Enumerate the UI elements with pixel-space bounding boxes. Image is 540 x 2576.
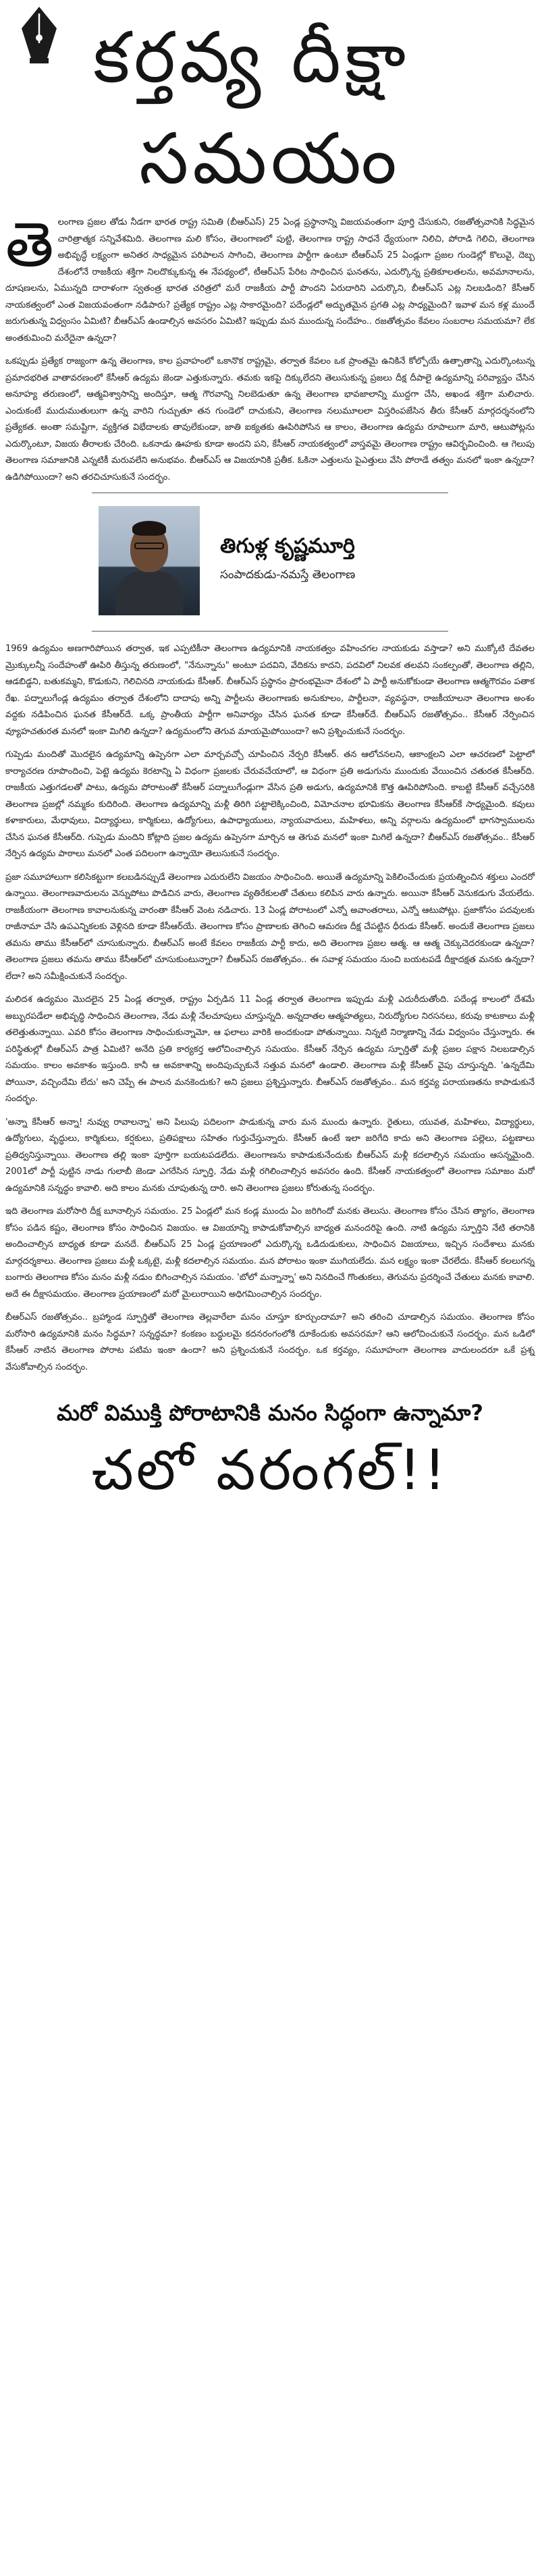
closing-question: మరో విముక్తి పోరాటానికి మనం సిద్ధంగా ఉన్నామా? xyxy=(57,1400,483,1426)
headline-line-2: సమయం xyxy=(139,117,401,200)
author-name: తిగుళ్ల కృష్ణమూర్తి xyxy=(220,534,355,558)
lead-paragraph xyxy=(5,208,535,347)
paragraph: 1969 ఉద్యమం అణగారిపోయిన తర్వాత, ఇక ఎప్పటికీనా తెలంగాణ ఉద్యమానికి నాయకత్వం వహించగల నాయకుడు వస్తాడా? అని ముక్కోటి దేవతల మ్రొక్కులన్నీ సందేహంతో ఊపిరి తీస్తున్న తరుణంలో, "నేనున్నాను" అంటూ పదవిని, వేదికను కాదని, పదవిలో నిలవక తలవని సంకల్పంతో, తెలంగాణ తల్లిని, ఆడబిడ్డని, బతుకమ్మని, కొడుకుని, గెలిచినది నాయకుడు కేసీఆర్. బీఆర్‌ఎస్ ప్రస్థానం ప్రారంభమైనా దేశంలో ఏ పార్టీ అనుకోకుండా తెలంగాణ ఆత్మగౌరవం పతాక రేఖ. పద్నాలుగేండ్ల ఉద్యమం తర్వాత దేశంలోని దాదాపు అన్ని పార్టీలను తెలంగాణకు అనుకూలం, పార్టీలనా, వ్యవస్థనా, రాజకీయాలనా తెలంగాణ అంశం వద్దకు నడిపించిన ఘనత కేసీఆర్‌దే. ఒక్క ప్రాంతీయ పార్టీగా అనివార్యం చేసిన ఘనత కూడా కేసీఆర్‌దే. బీఆర్‌ఎస్ రజతోత్సవం.. కేసీఆర్ నేర్పించిన వ్యూహచతురత మనలో ఇంకా మిగిలి ఉన్నదా? ఉద్యమంలోని తెగువ మాయమైపోయిందా? అని ప్రశ్నించుకునే సందర్భం. xyxy=(5,644,535,737)
pen-nib-icon xyxy=(18,4,61,63)
drop-cap: తె xyxy=(5,208,54,281)
article-header xyxy=(5,0,535,215)
closing-call: చలో వరంగల్!! xyxy=(91,1438,449,1503)
paragraph: గుప్పెడు మందితో మొదలైన ఉద్యమాన్ని ఉప్పెనగా ఎలా మార్చవచ్చో చూపించిన నేర్పరి కేసీఆర్. తన ఆలోచనలని, ఆకాంక్షలని ఎలా ఆచరణలో పెట్టాలో కార్యాచరణ రూపొందించి, పెట్టె ఉద్యమ కెరటాన్ని ఏ విధంగా ప్రజలకు చేరువచేయాలో, ఆ విధంగా ప్రతి అడుగును ముందుకు వేయించిన చతురత కేసీఆర్‌ది. రాజకీయ ఎత్తుగడలతో పాటు, ఉద్యమ పోరాటంతో కేసీఆర్ పద్నాలుగేండ్లుగా వేసిన ప్రతి అడుగు, ఉద్యమానికి కొత్త ఊపిరిపోసింది. కాబట్టి కేసీఆర్ వచ్చేసరికి తెలంగాణ ప్రజల్లో నమ్మకం కుదిరింది. తెలంగాణ ఉద్యమాన్ని మళ్లీ తిరిగి పట్టాలెక్కించింది, విమోచనాల భూమికను తెలంగాణ కేసీఆర్‌కే సాధ్యమైంది. కవులు కళాకారులు, మేధావులు, విద్యార్థులు, కార్మికులు, ఉద్యోగులు, ఉపాధ్యాయులు, న్యాయవాదులు, మహిళలు, అన్ని వర్గాలను ఉద్యమంలో భాగస్వాములను చేసిన ఘనత కేసీఆర్‌ది. గుప్పెడు మందిని కోట్లాది ప్రజల ఉద్యమ ఉప్పెనగా మార్చిన ఆ తెగువ మనలో ఇంకా మిగిలే ఉన్నదా? బీఆర్‌ఎస్ రజతోత్సవం.. కేసీఆర్ నేర్పిన ఉద్యమ పాఠాలు మనలో ఎంత పదిలంగా ఉన్నాయో తెలుసుకునే సందర్భం. xyxy=(5,750,535,859)
article-body xyxy=(5,208,535,1376)
headline-line-1: కర్తవ్య దీక్షా xyxy=(93,16,410,99)
divider xyxy=(92,631,448,632)
paragraph: ఇది తెలంగాణ మరోసారి దీక్ష బూనాల్సిన సమయం. 25 ఏండ్లలో మన కండ్ల ముందు ఏం జరిగిందో మనకు తెలుసు. తెలంగాణ కోసం చేసిన త్యాగం, తెలంగాణ కోసం పడిన కష్టం, తెలంగాణ కోసం సాధించిన విజయం. ఆ విజయాన్ని కాపాడుకోవాల్సిన బాధ్యత మనందరిపై ఉంది. నాటి ఉద్యమ స్ఫూర్తిని నేటి తరానికి అందించాల్సిన బాధ్యత కూడా మనదే. బీఆర్‌ఎస్ 25 ఏండ్ల ప్రయాణంలో ఎదుర్కొన్న ఒడిదుడుకులు, సాధించిన విజయాలు, ఇచ్చిన సందేశాలు మనకు మార్గదర్శకాలు. తెలంగాణ ప్రజలు మళ్లీ ఒక్కటై, మళ్లీ కదలాల్సిన సమయం. మన పోరాటం ఇంకా ముగియలేదు. మన లక్ష్యం ఇంకా చేరలేదు. కేసీఆర్ కలలుగన్న బంగారు తెలంగాణ కోసం మనం మళ్లీ నడుం బిగించాల్సిన సమయం. 'బోలో మన్నాన్నా' అని నినదించే గొంతుకలు, తెగువను ప్రదర్శించే చేతులు మనకు కావాలి. అదే ఈ దీక్షాసమయం. తెలంగాణ ప్రయాణంలో మరో మైలురాయిని అధిగమించాల్సిన సందర్భం. xyxy=(5,1206,535,1299)
paragraph: 'అన్నా కేసీఆర్ అన్నా! నువ్వు రావాలన్నా' అని పిలుపు పదిలంగా పాడుకున్న వారు మన ముందు ఉన్నారు. రైతులు, యువత, మహిళలు, విద్యార్థులు, ఉద్యోగులు, వృద్ధులు, కార్మికులు, కర్షకులు, ప్రతిపక్షాలు సహితం గుర్తుచేస్తున్నారు. కేసీఆర్ ఉంటే ఇలా జరిగేది కాదు అని తెలంగాణ పల్లెలు, పట్టణాలు ప్రతిధ్వనిస్తున్నాయి. తెలంగాణ తల్లి ఇంకా పూర్తిగా బయటపడలేదు. తెలంగాణను కాపాడుకునేందుకు బీఆర్‌ఎస్ మళ్లీ కదలాల్సిన సమయం ఆసన్నమైంది. 2001లో పార్టీ పుట్టిన నాడు గులాబీ జెండా ఎగరేసిన స్ఫూర్తి, నేడు మళ్లీ రగిలించాల్సిన అవసరం ఉంది. కేసీఆర్ నాయకత్వంలో తెలంగాణ సమాజం మరో ఉద్యమానికి సన్నద్ధం కావాలి. అది కాలం మనకు చూపుతున్న దారి. అని తెలంగాణ ప్రజలు కోరుతున్న సందర్భం. xyxy=(5,1117,535,1194)
paragraph: ఒకప్పుడు ప్రత్యేక రాజ్యంగా ఉన్న తెలంగాణ, కాల ప్రవాహంలో ఒకానొక రాష్ట్రమై, తర్వాత కేవలం ఒక ప్రాంతమై ఉనికినే కోల్పోయే ఉత్పాతాన్ని ఎదుర్కొంటున్న ప్రమాదభరిత వాతావరణంలో కేసీఆర్ ఉద్యమ జెండా ఎత్తుకున్నారు. తమకు ఇకపై దిక్కులేదని తెలుసుకున్న ప్రజలు దీక్ష దీపాలై ఉద్యమాన్ని పరివ్యాప్తం చేసిన అనూహ్య తరుణంలో, ఆత్మవిశ్వాసాన్ని అందిస్తూ, ఆత్మ గౌరవాన్ని నిలబెడుతూ ఉన్న తెలంగాణ భావజాలాన్ని ముద్దగా చేసి, అఖండ శక్తిగా మలిచారు. ఎందుకంటే ముదుముతులుగా ఉన్న వారిని గుచ్చుతూ తన గుండెలో దాచుకుని, తెలంగాణ నలుమూలలా విస్తరింపజేసిన తీరు కేసీఆర్ మార్గదర్శనంలోని ప్రత్యేకత. అంతా సమష్టిగా, వ్యక్తిగత విభేదాలకు తావులేకుండా, జాతి ఐక్యతకు ఊపిరిపోసిన ఆ కాలం, తెలంగాణ ఉద్యమ రూపాలుగా మారి, ఆటుపోట్లను ఎదుర్కొంటూ, విజయ తీరాలకు చేరింది. ఒకనాడు ఊహకు కూడా అందని పని, కేసీఆర్ నాయకత్వంలో వాస్తవమై తెలంగాణ రాష్ట్రం ఆవిర్భవించింది. ఆ గెలుపు తెలంగాణ సమాజానికి ఎన్నటికీ మరువలేని అనుభవం. బీఆర్‌ఎస్ ఆ విజయానికి ప్రతీక. ఓకినా ఎత్తులను పైఎత్తులు వేసి పోరాడే తత్వం మనలో ఇంకా ఉన్నదా? ఉడిగిపోయిందా? అని తరచిచూసుకునే సందర్భం. xyxy=(5,356,535,482)
lead-text: లంగాణ ప్రజల తోడు నీడగా భారత రాష్ట్ర సమితి (బీఆర్‌ఎస్) 25 ఏండ్ల ప్రస్థానాన్ని విజయవంతంగా పూర్తి చేసుకుని, రజతోత్సవానికి సిద్ధమైన చారిత్రాత్మక సన్నివేశమిది. తెలంగాణ మలి కోసం, తెలంగాణలో పుట్టి, తెలంగాణ రాష్ట్ర సాధనే ధ్యేయంగా నిలిచి, పోరాడి గెలిచి, తెలంగాణ అభివృద్ధే లక్ష్యంగా అనితర సాధ్యమైన పరిపాలన సాగించి, తెలంగాణ పార్టీగా ఉంటూ టీఆర్‌ఎస్ 25 ఏండ్లుగా ప్రజల గుండెల్లో కొలువై, దెబ్బ దేశంలోనే రాజకీయ శక్తిగా నిలదొక్కుకున్న ఈ నేపథ్యంలో, టీఆర్‌ఎస్ పేరిట సాధించిన ఘనతను, ఎదుర్కొన్న ప్రతికూలతలను, అవమానాలను, దూషణలను, ఏమున్నది దారాళంగా స్వతంత్ర భారత చరిత్రలో మరే రాజకీయ పార్టీ పొందని ఏరుదారిని ఎదుర్కొని, బీఆర్‌ఎస్ ఎట్ల నిలబడింది? కేసీఆర్ నాయకత్వంలో ఎంత విజయవంతంగా నడిపారు? ప్రత్యేక రాష్ట్రం ఎట్ల సాకారమైంది? పదేండ్లలో అద్భుతమైన ప్రగతి ఎట్ల సాధ్యమైంది? ఇవాళ మన కళ్ల ముందే జరుగుతున్న విధ్వంసం ఏమిటి? బీఆర్‌ఎస్ ఉండాల్సిన అవసరం ఏమిటి? ఇప్పుడు మన ముందున్న సందేహం.. రజతోత్సవం కేవలం సంబరాల సమయమా? లేక అంతకుమించి మరేదైనా ఉన్నదా? xyxy=(5,217,535,343)
author-role: సంపాదకుడు-నమస్తే తెలంగాణ xyxy=(220,568,356,582)
author-photo xyxy=(99,506,200,615)
author-byline xyxy=(5,493,535,632)
paragraph: ప్రజా సమూహాలుగా కలిసికట్టుగా కలబడినప్పుడే తెలంగాణ ఎదురులేని విజయం సాధించింది. అయితే ఉద్యమాన్ని పెకిలించేందుకు ప్రయత్నించిన శక్తులు ఎందరో ఉన్నాయి. తెలంగాణవాదులను వెన్నుపోటు పొడిచిన వారు, తెలంగాణ వ్యతిరేకులతో చేతులు కలిపిన వారు ఉన్నారు. అయినా కేసీఆర్ వెనుకడుగు వేయలేదు. రాజకీయంగా తెలంగాణ కావాలనుకున్న వారంతా కేసీఆర్ వెంట నడిచారు. 13 ఏండ్ల పోరాటంలో ఎన్నో అవాంతరాలు, ఎన్నో ఆటుపోట్లు. ప్రజాకోసం పదవులకు రాజీనామా చేసి ఉపఎన్నికలకు వెళ్లినది కూడా కేసీఆర్‌యే. తెలంగాణ కోసం ప్రాణాలకు తెగించి ఆమరణ దీక్ష చేపట్టిన ధీరుడు కేసీఆర్. అందుకే తెలంగాణ ప్రజలు తమను తాము కేసీఆర్‌లో చూసుకున్నారు. బీఆర్‌ఎస్ అంటే కేవలం రాజకీయ పార్టీ కాదు, అది తెలంగాణ ప్రజల ఆత్మ. ఆ ఆత్మ చెక్కుచెదరకుండా ఉన్నదా? తెలంగాణ ప్రజలు తమను తాము కేసీఆర్‌లో చూసుకుంటున్నారా? బీఆర్‌ఎస్ రజతోత్సవం.. ఈ సవాళ్ల సమయం నుంచి బయటపడే దీక్షాదక్షత మనకు ఉన్నదా? లేదా? అని సమీక్షించుకునే సందర్భం. xyxy=(5,872,535,982)
article-footer xyxy=(5,1400,535,1508)
paragraph: బీఆర్‌ఎస్ రజతోత్సవం.. బ్రహ్మాండ స్ఫూర్తితో తెలంగాణ తెల్లవారేలా మనం చూస్తూ కూర్చుందామా? అని తరించి చూడాల్సిన సమయం. తెలంగాణ కోసం మరోసారి ఉద్యమానికి మనం సిద్ధమా? సన్నద్ధమా? కంకణం బద్ధులమై కదనరంగంలోకి దూకేందుకు అవసరమా? ఆని ఆలోచించుకునే సందర్భం. మన ఒడిలో కేసీఆర్ నాటిన తెలంగాణ పోరాట పటిమ ఇంకా ఉందా? అని ప్రశ్నించుకునే సందర్భం. ఒక కర్తవ్యం, సమూహంగా తెలంగాణ వాదులందరూ ఒకే ప్రశ్న వేసుకోవాల్సిన సందర్భం. xyxy=(5,1312,535,1372)
paragraph: మలిదశ ఉద్యమం మొదలైన 25 ఏండ్ల తర్వాత, రాష్ట్రం ఏర్పడిన 11 ఏండ్ల తర్వాత తెలంగాణ ఇప్పుడు మళ్లీ ఎదురీదుతోంది. పదేండ్ల కాలంలో దేశమే అబ్బురపడేలా అభివృద్ధి సాధించిన తెలంగాణ, నేడు మళ్లీ నేలచూపులు చూస్తున్నది. అన్నదాతల ఆత్మహత్యలు, నిరుద్యోగుల నిరసనలు, కరువు కాటకాలు మళ్లీ తలెత్తుతున్నాయి. ఎవరి కోసం తెలంగాణ సాధించుకున్నామో, ఆ ఫలాలు వారికి అందకుండా పోతున్నాయి. నిన్నటి నిర్మాణాన్ని నేడు విధ్వంసం చేస్తున్నారు. ఈ పరిస్థితుల్లో బీఆర్‌ఎస్ పాత్ర ఏమిటి? అనేది ప్రతి కార్యకర్త ఆలోచించాల్సిన సమయం. కేసీఆర్ నేర్పిన ఉద్యమ స్ఫూర్తితో మళ్లీ ప్రజల పక్షాన నిలబడాల్సిన సమయం. కాలం అవకాశం ఇస్తుంది. కానీ ఆ అవకాశాన్ని అందిపుచ్చుకునే సత్తువ మనలో ఉండాలి. తెలంగాణ మళ్లీ కేసీఆర్ వైపు చూస్తున్నది. 'ఉన్నదేమి పోయినా, వచ్చిందేమి లేదు' అని చెప్పే ఈ పాలన మనకెందుకు? అని ప్రజలు ప్రశ్నిస్తున్నారు. బీఆర్‌ఎస్ రజతోత్సవం.. మన కర్తవ్య పరాయణతను కాపాడుకునే సందర్భం. xyxy=(5,995,535,1104)
